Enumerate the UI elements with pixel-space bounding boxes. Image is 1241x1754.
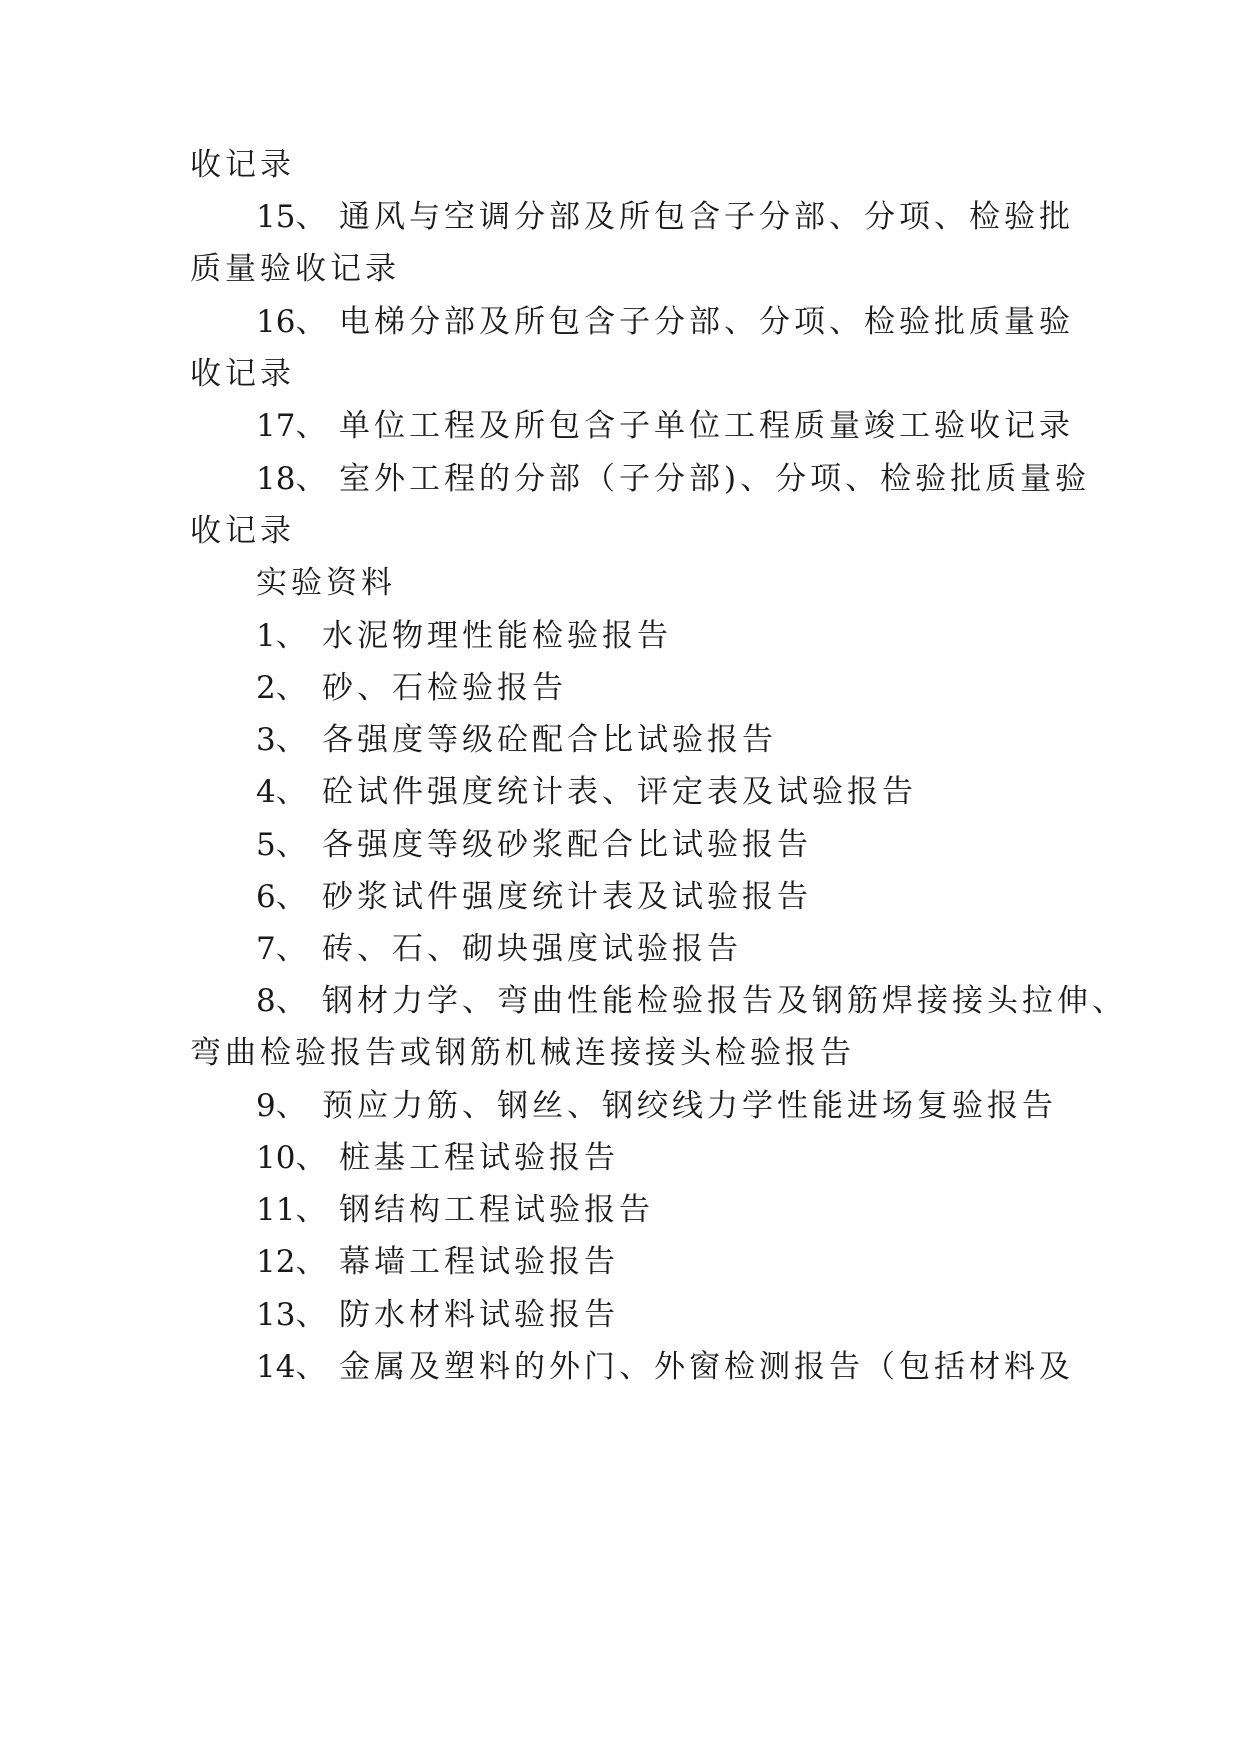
list-item-2: 2、 砂、石检验报告: [256, 670, 567, 706]
list-item-12: 12、 幕墙工程试验报告: [256, 1244, 619, 1280]
list-item-15: 15、 通风与空调分部及所包含子分部、分项、检验批: [256, 199, 1074, 235]
list-item-11: 11、 钢结构工程试验报告: [256, 1192, 654, 1228]
list-item-4: 4、 砼试件强度统计表、评定表及试验报告: [256, 774, 917, 810]
list-item-13: 13、 防水材料试验报告: [256, 1297, 619, 1333]
continuation-line: 弯曲检验报告或钢筋机械连接接头检验报告: [190, 1035, 855, 1071]
continuation-line: 收记录: [190, 147, 295, 183]
continuation-line: 收记录: [190, 356, 295, 392]
list-item-10: 10、 桩基工程试验报告: [256, 1140, 619, 1176]
list-item-14: 14、 金属及塑料的外门、外窗检测报告（包括材料及: [256, 1349, 1074, 1385]
list-item-1: 1、 水泥物理性能检验报告: [256, 618, 672, 654]
list-item-6: 6、 砂浆试件强度统计表及试验报告: [256, 879, 812, 915]
list-item-7: 7、 砖、石、砌块强度试验报告: [256, 931, 742, 967]
list-item-9: 9、 预应力筋、钢丝、钢绞线力学性能进场复验报告: [256, 1088, 1057, 1124]
list-item-18: 18、 室外工程的分部（子分部)、分项、检验批质量验: [256, 461, 1091, 497]
list-item-16: 16、 电梯分部及所包含子分部、分项、检验批质量验: [256, 304, 1074, 340]
section-heading: 实验资料: [256, 565, 396, 601]
list-item-17: 17、 单位工程及所包含子单位工程质量竣工验收记录: [256, 408, 1074, 444]
continuation-line: 收记录: [190, 513, 295, 549]
list-item-8: 8、 钢材力学、弯曲性能检验报告及钢筋焊接接头拉伸、: [256, 983, 1127, 1019]
list-item-3: 3、 各强度等级砼配合比试验报告: [256, 722, 777, 758]
list-item-5: 5、 各强度等级砂浆配合比试验报告: [256, 827, 812, 863]
continuation-line: 质量验收记录: [190, 251, 400, 287]
